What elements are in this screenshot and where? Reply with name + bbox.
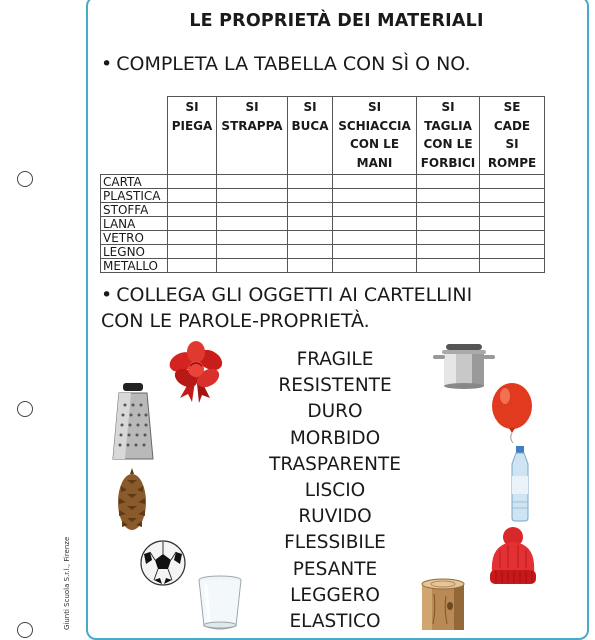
properties-table xyxy=(100,96,545,273)
answer-cell[interactable] xyxy=(333,175,417,189)
answer-cell[interactable] xyxy=(480,203,545,217)
balloon-icon xyxy=(488,382,536,444)
answer-cell[interactable] xyxy=(168,245,217,259)
instruction-complete-table xyxy=(101,51,471,77)
answer-cell[interactable] xyxy=(333,231,417,245)
answer-cell[interactable] xyxy=(417,203,480,217)
publisher-credit: Giunti Scuola S.r.l., Firenze xyxy=(63,536,71,630)
answer-cell[interactable] xyxy=(480,217,545,231)
property-word[interactable]: FRAGILE xyxy=(296,349,374,370)
pot-icon xyxy=(432,342,496,390)
header-si-schiaccia: SI SCHIACCIA CON LE MANI xyxy=(333,97,417,175)
property-word[interactable]: PESANTE xyxy=(292,558,378,580)
answer-cell[interactable] xyxy=(288,203,333,217)
bullet: • xyxy=(101,284,113,306)
row-label: VETRO xyxy=(101,231,168,245)
answer-cell[interactable] xyxy=(288,259,333,273)
answer-cell[interactable] xyxy=(288,189,333,203)
row-label: LEGNO xyxy=(101,245,168,259)
answer-cell[interactable] xyxy=(480,189,545,203)
property-word[interactable]: MORBIDO xyxy=(289,427,381,449)
bullet: • xyxy=(101,53,113,75)
page-title: LE PROPRIETÀ DEI MATERIALI xyxy=(189,11,484,31)
answer-cell[interactable] xyxy=(417,189,480,203)
answer-cell[interactable] xyxy=(333,259,417,273)
binder-hole-3 xyxy=(17,622,33,638)
property-word[interactable]: DURO xyxy=(307,401,363,423)
table-row xyxy=(101,245,545,259)
table-row xyxy=(101,231,545,245)
wood-stump-icon xyxy=(420,578,466,630)
answer-cell[interactable] xyxy=(480,175,545,189)
answer-cell[interactable] xyxy=(288,217,333,231)
answer-cell[interactable] xyxy=(480,259,545,273)
answer-cell[interactable] xyxy=(333,203,417,217)
table-row xyxy=(101,217,545,231)
answer-cell[interactable] xyxy=(480,245,545,259)
property-word[interactable]: ELASTICO xyxy=(289,611,381,633)
answer-cell[interactable] xyxy=(417,217,480,231)
answer-cell[interactable] xyxy=(217,175,288,189)
table-row xyxy=(101,189,545,203)
answer-cell[interactable] xyxy=(288,231,333,245)
row-label: LANA xyxy=(101,217,168,231)
answer-cell[interactable] xyxy=(217,189,288,203)
header-si-strappa: SI STRAPPA xyxy=(217,97,288,175)
property-word[interactable]: LEGGERO xyxy=(290,584,380,606)
bow-icon xyxy=(166,340,226,404)
grater-icon xyxy=(111,383,155,463)
answer-cell[interactable] xyxy=(417,259,480,273)
table-row xyxy=(101,175,545,189)
property-word[interactable]: RUVIDO xyxy=(298,506,372,528)
row-label: METALLO xyxy=(101,259,168,273)
answer-cell[interactable] xyxy=(168,217,217,231)
pinecone-icon xyxy=(115,466,149,534)
header-si-taglia: SI TAGLIA CON LE FORBICI xyxy=(417,97,480,175)
answer-cell[interactable] xyxy=(417,245,480,259)
table-row xyxy=(101,203,545,217)
answer-cell[interactable] xyxy=(217,217,288,231)
answer-cell[interactable] xyxy=(417,175,480,189)
answer-cell[interactable] xyxy=(168,231,217,245)
answer-cell[interactable] xyxy=(288,175,333,189)
property-word[interactable]: FLESSIBILE xyxy=(284,532,386,554)
answer-cell[interactable] xyxy=(217,203,288,217)
header-si-buca: SI BUCA xyxy=(288,97,333,175)
answer-cell[interactable] xyxy=(168,259,217,273)
table-corner xyxy=(101,97,168,175)
bottle-icon xyxy=(506,446,534,522)
soccer-ball-icon xyxy=(140,540,186,586)
header-si-piega: SI PIEGA xyxy=(168,97,217,175)
header-se-cade: SE CADE SI ROMPE xyxy=(480,97,545,175)
instruction-text-line2: CON LE PAROLE-PROPRIETÀ. xyxy=(101,310,370,332)
answer-cell[interactable] xyxy=(217,259,288,273)
row-label: STOFFA xyxy=(101,203,168,217)
answer-cell[interactable] xyxy=(168,175,217,189)
binder-hole-1 xyxy=(17,171,33,187)
property-word[interactable]: TRASPARENTE xyxy=(269,453,401,475)
property-word[interactable]: LISCIO xyxy=(304,480,366,502)
answer-cell[interactable] xyxy=(333,217,417,231)
answer-cell[interactable] xyxy=(333,189,417,203)
glass-icon xyxy=(196,574,244,630)
answer-cell[interactable] xyxy=(333,245,417,259)
answer-cell[interactable] xyxy=(480,231,545,245)
row-label: PLASTICA xyxy=(101,189,168,203)
instruction-text-line1: COLLEGA GLI OGGETTI AI CARTELLINI xyxy=(116,284,473,306)
answer-cell[interactable] xyxy=(217,245,288,259)
binder-hole-2 xyxy=(17,401,33,417)
instruction-text: COMPLETA LA TABELLA CON SÌ O NO. xyxy=(116,53,471,75)
table-row xyxy=(101,259,545,273)
answer-cell[interactable] xyxy=(288,245,333,259)
answer-cell[interactable] xyxy=(417,231,480,245)
wool-hat-icon xyxy=(486,526,540,588)
answer-cell[interactable] xyxy=(168,203,217,217)
answer-cell[interactable] xyxy=(168,189,217,203)
instruction-connect xyxy=(101,282,472,334)
property-word-list xyxy=(250,347,420,635)
row-label: CARTA xyxy=(101,175,168,189)
property-word[interactable]: RESISTENTE xyxy=(278,375,392,397)
answer-cell[interactable] xyxy=(217,231,288,245)
